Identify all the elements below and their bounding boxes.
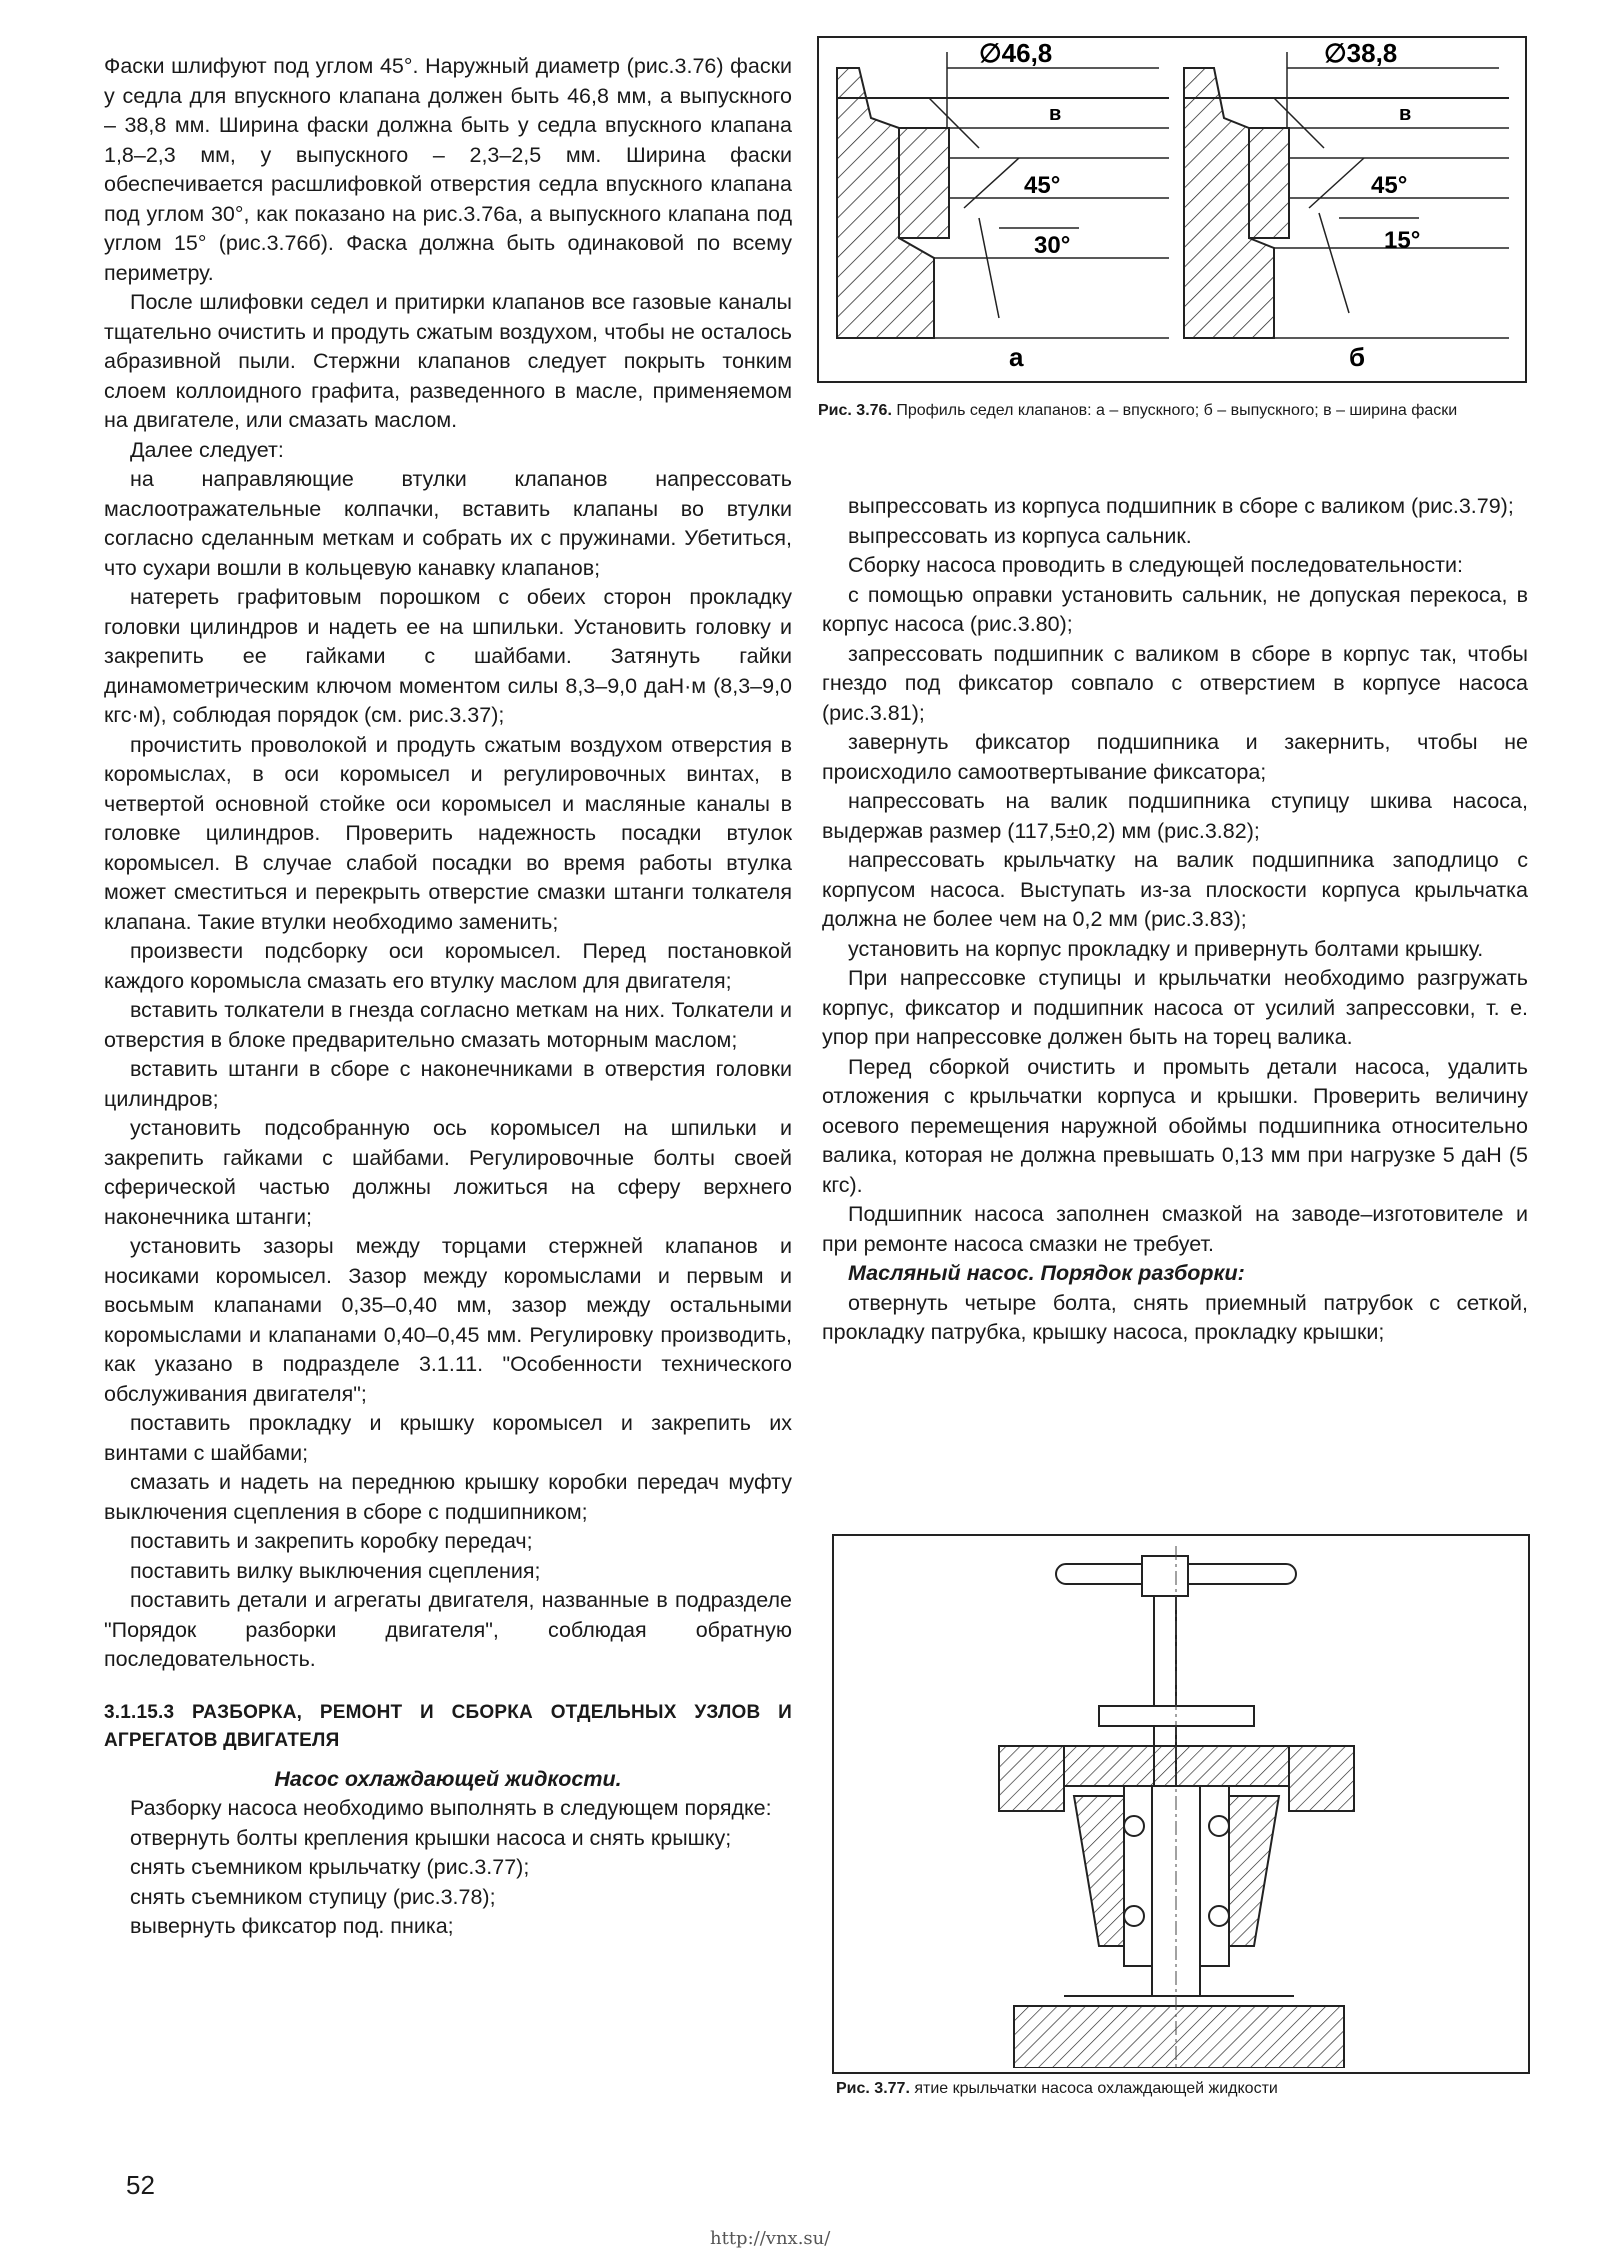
paragraph: При напрессовке ступицы и крыльчатки необходимо разгружать корпус, фиксатор и подшипник насоса от усилий запрессовки, т. е. упор при напрессовке должен быть на торец валика.	[822, 966, 1528, 1049]
list-item: напрессовать крыльчатку на валик подшипника заподлицо с корпусом насоса. Выступать из-за плоскости корпуса крыльчатка должна не более чем на 0,2 мм (рис.3.83);	[822, 848, 1528, 931]
figure-3-77-impeller-puller	[832, 1534, 1530, 2074]
page-number: 52	[126, 2170, 155, 2200]
subsection-title: Насос охлаждающей жидкости.	[274, 1766, 622, 1791]
left-column	[104, 52, 792, 1942]
list-item: установить подсобранную ось коромысел на шпильки и закрепить гайками с шайбами. Регулировочные болты своей сферической частью должны ложиться на сферу верхнего наконечника штанги;	[104, 1116, 792, 1229]
paragraph: Перед сборкой очистить и промыть детали насоса, удалить отложения с крыльчатки корпуса и крышки. Проверить величину осевого перемещения наружной обоймы подшипника относительно валика, которая не должна превышать 0,13 мм при нагрузке 5 даН (5 кгс).	[822, 1054, 1528, 1197]
part-a-label: а	[1009, 342, 1024, 372]
list-item: с помощью оправки установить сальник, не допуская перекоса, в корпус насоса (рис.3.80);	[822, 582, 1528, 636]
list-item: натереть графитовым порошком с обеих сторон прокладку головки цилиндров и надеть ее на шпильки. Установить головку и закрепить ее гайками с шайбами. Затянуть гайки динамометрическим ключом моментом силы 8,3–9,0 даН·м (8,3–9,0 кгс·м), соблюдая порядок (см. рис.3.37);	[104, 585, 792, 727]
seat-a	[837, 52, 1169, 338]
width-label-b: в	[1399, 103, 1412, 125]
list-item: завернуть фиксатор подшипника и закернить, чтобы не происходило самоотвертывание фиксатора;	[822, 730, 1528, 784]
list-item: выпрессовать из корпуса подшипник в сборе с валиком (рис.3.79);	[848, 494, 1514, 518]
dia-b-label: ∅38,8	[1324, 38, 1398, 68]
width-label-a: в	[1049, 103, 1062, 125]
caption-text: Профиль седел клапанов: а – впускного; б – выпускного; в – ширина фаски	[896, 402, 1458, 419]
figure-caption	[836, 2078, 1526, 2100]
impeller-puller-drawing	[834, 1536, 1524, 2068]
source-url: http://vnx.su/	[710, 2228, 831, 2249]
angle-45-b: 45°	[1371, 172, 1408, 199]
right-column	[822, 492, 1528, 1348]
list-item: поставить вилку выключения сцепления;	[130, 1558, 541, 1583]
paragraph: После шлифовки седел и притирки клапанов все газовые каналы тщательно очистить и продуть сжатым воздухом, чтобы не осталось абразивной пыли. Стержни клапанов следует покрыть тонким слоем коллоидного графита, разведенного в масле, применяемом на двигателе, или смазать маслом.	[104, 290, 792, 432]
seat-b	[1184, 52, 1509, 338]
part-b-label: б	[1349, 342, 1366, 372]
paragraph: Далее следует:	[130, 437, 284, 462]
dia-a-label: ∅46,8	[979, 38, 1053, 68]
list-item: поставить и закрепить коробку передач;	[130, 1529, 533, 1553]
list-item: прочистить проволокой и продуть сжатым воздухом отверстия в коромыслах, в оси коромысел и регулировочных винтах, в четвертой основной стойке оси коромысел и масляные каналы в головке цилиндров. Проверить надежность посадки втулок коромысел. В случае слабой посадки во время работы втулка может сместиться и перекрыть отверстие смазки штанги толкателя клапана. Такие втулки необходимо заменить;	[104, 732, 792, 934]
section-title: 3.1.15.3 РАЗБОРКА, РЕМОНТ И СБОРКА ОТДЕЛЬНЫХ УЗЛОВ И АГРЕГАТОВ ДВИГАТЕЛЯ	[104, 1701, 792, 1751]
list-item: отвернуть болты крепления крышки насоса и снять крышку;	[130, 1825, 732, 1850]
valve-seat-diagram	[819, 38, 1521, 377]
list-item: установить зазоры между торцами стержней клапанов и носиками коромысел. Зазор между коромыслами и первым и восьмым клапанами 0,35–0,40 мм, зазор между остальными коромыслами и клапанами 0,40–0,45 мм. Регулировку производить, как указано в подразделе 3.1.11. "Особенности технического обслуживания двигателя";	[104, 1234, 792, 1406]
figure-caption	[818, 400, 1530, 422]
list-item: установить на корпус прокладку и привернуть болтами крышку.	[848, 936, 1484, 961]
caption-number: Рис. 3.77.	[836, 2080, 910, 2097]
list-item: снять съемником ступицу (рис.3.78);	[130, 1884, 496, 1909]
angle-45-a: 45°	[1024, 172, 1061, 199]
list-item: вставить штанги в сборе с наконечниками в отверстия головки цилиндров;	[104, 1057, 792, 1111]
angle-15: 15°	[1384, 227, 1421, 254]
figure-3-76-valve-seat-profile	[817, 36, 1527, 383]
list-item: на направляющие втулки клапанов напрессовать маслоотражательные колпачки, вставить клапаны во втулки согласно сделанным меткам и собрать их с пружинами. Убетиться, что сухари вошли в кольцевую канавку клапанов;	[104, 467, 792, 580]
list-item: напрессовать на валик подшипника ступицу шкива насоса, выдержав размер (117,5±0,2) мм (рис.3.82);	[822, 789, 1528, 843]
list-item: вывернуть фиксатор под. пника;	[130, 1914, 454, 1938]
list-item: выпрессовать из корпуса сальник.	[848, 523, 1192, 548]
angle-30: 30°	[1034, 232, 1071, 259]
list-item: снять съемником крыльчатку (рис.3.77);	[130, 1855, 530, 1879]
list-item: поставить детали и агрегаты двигателя, названные в подразделе "Порядок разборки двигателя", соблюдая обратную последовательность.	[104, 1588, 792, 1671]
list-item: отвернуть четыре болта, снять приемный патрубок с сеткой, прокладку патрубка, крышку насоса, прокладку крышки;	[822, 1290, 1528, 1344]
caption-number: Рис. 3.76.	[818, 402, 892, 419]
paragraph: Подшипник насоса заполнен смазкой на заводе–изготовителе и при ремонте насоса смазки не требует.	[822, 1202, 1528, 1256]
list-item: поставить прокладку и крышку коромысел и закрепить их винтами с шайбами;	[104, 1411, 792, 1465]
paragraph: Разборку насоса необходимо выполнять в следующем порядке:	[130, 1796, 772, 1820]
subsection-title: Масляный насос. Порядок разборки:	[848, 1261, 1245, 1285]
list-item: произвести подсборку оси коромысел. Перед постановкой каждого коромысла смазать его втулку маслом для двигателя;	[104, 939, 792, 993]
paragraph: Сборку насоса проводить в следующей последовательности:	[848, 553, 1463, 577]
paragraph: Фаски шлифуют под углом 45°. Наружный диаметр (рис.3.76) фаски у седла для впускного клапана должен быть 46,8 мм, а выпускного – 38,8 мм. Ширина фаски должна быть у седла впускного клапана 1,8–2,3 мм, у выпускного – 2,3–2,5 мм. Ширина фаски обеспечивается расшлифовкой отверстия седла впускного клапана под углом 30°, как показано на рис.3.76а, а выпускного клапана под углом 15° (рис.3.76б). Фаска должна быть одинаковой по всему периметру.	[104, 54, 792, 285]
list-item: вставить толкатели в гнезда согласно меткам на них. Толкатели и отверстия в блоке предварительно смазать моторным маслом;	[104, 998, 792, 1052]
list-item: запрессовать подшипник с валиком в сборе в корпус так, чтобы гнездо под фиксатор совпало с отверстием в корпусе насоса (рис.3.81);	[822, 641, 1528, 725]
list-item: смазать и надеть на переднюю крышку коробки передач муфту выключения сцепления в сборе с подшипником;	[104, 1470, 792, 1524]
caption-text: ятие крыльчатки насоса охлаждающей жидкости	[914, 2080, 1278, 2097]
